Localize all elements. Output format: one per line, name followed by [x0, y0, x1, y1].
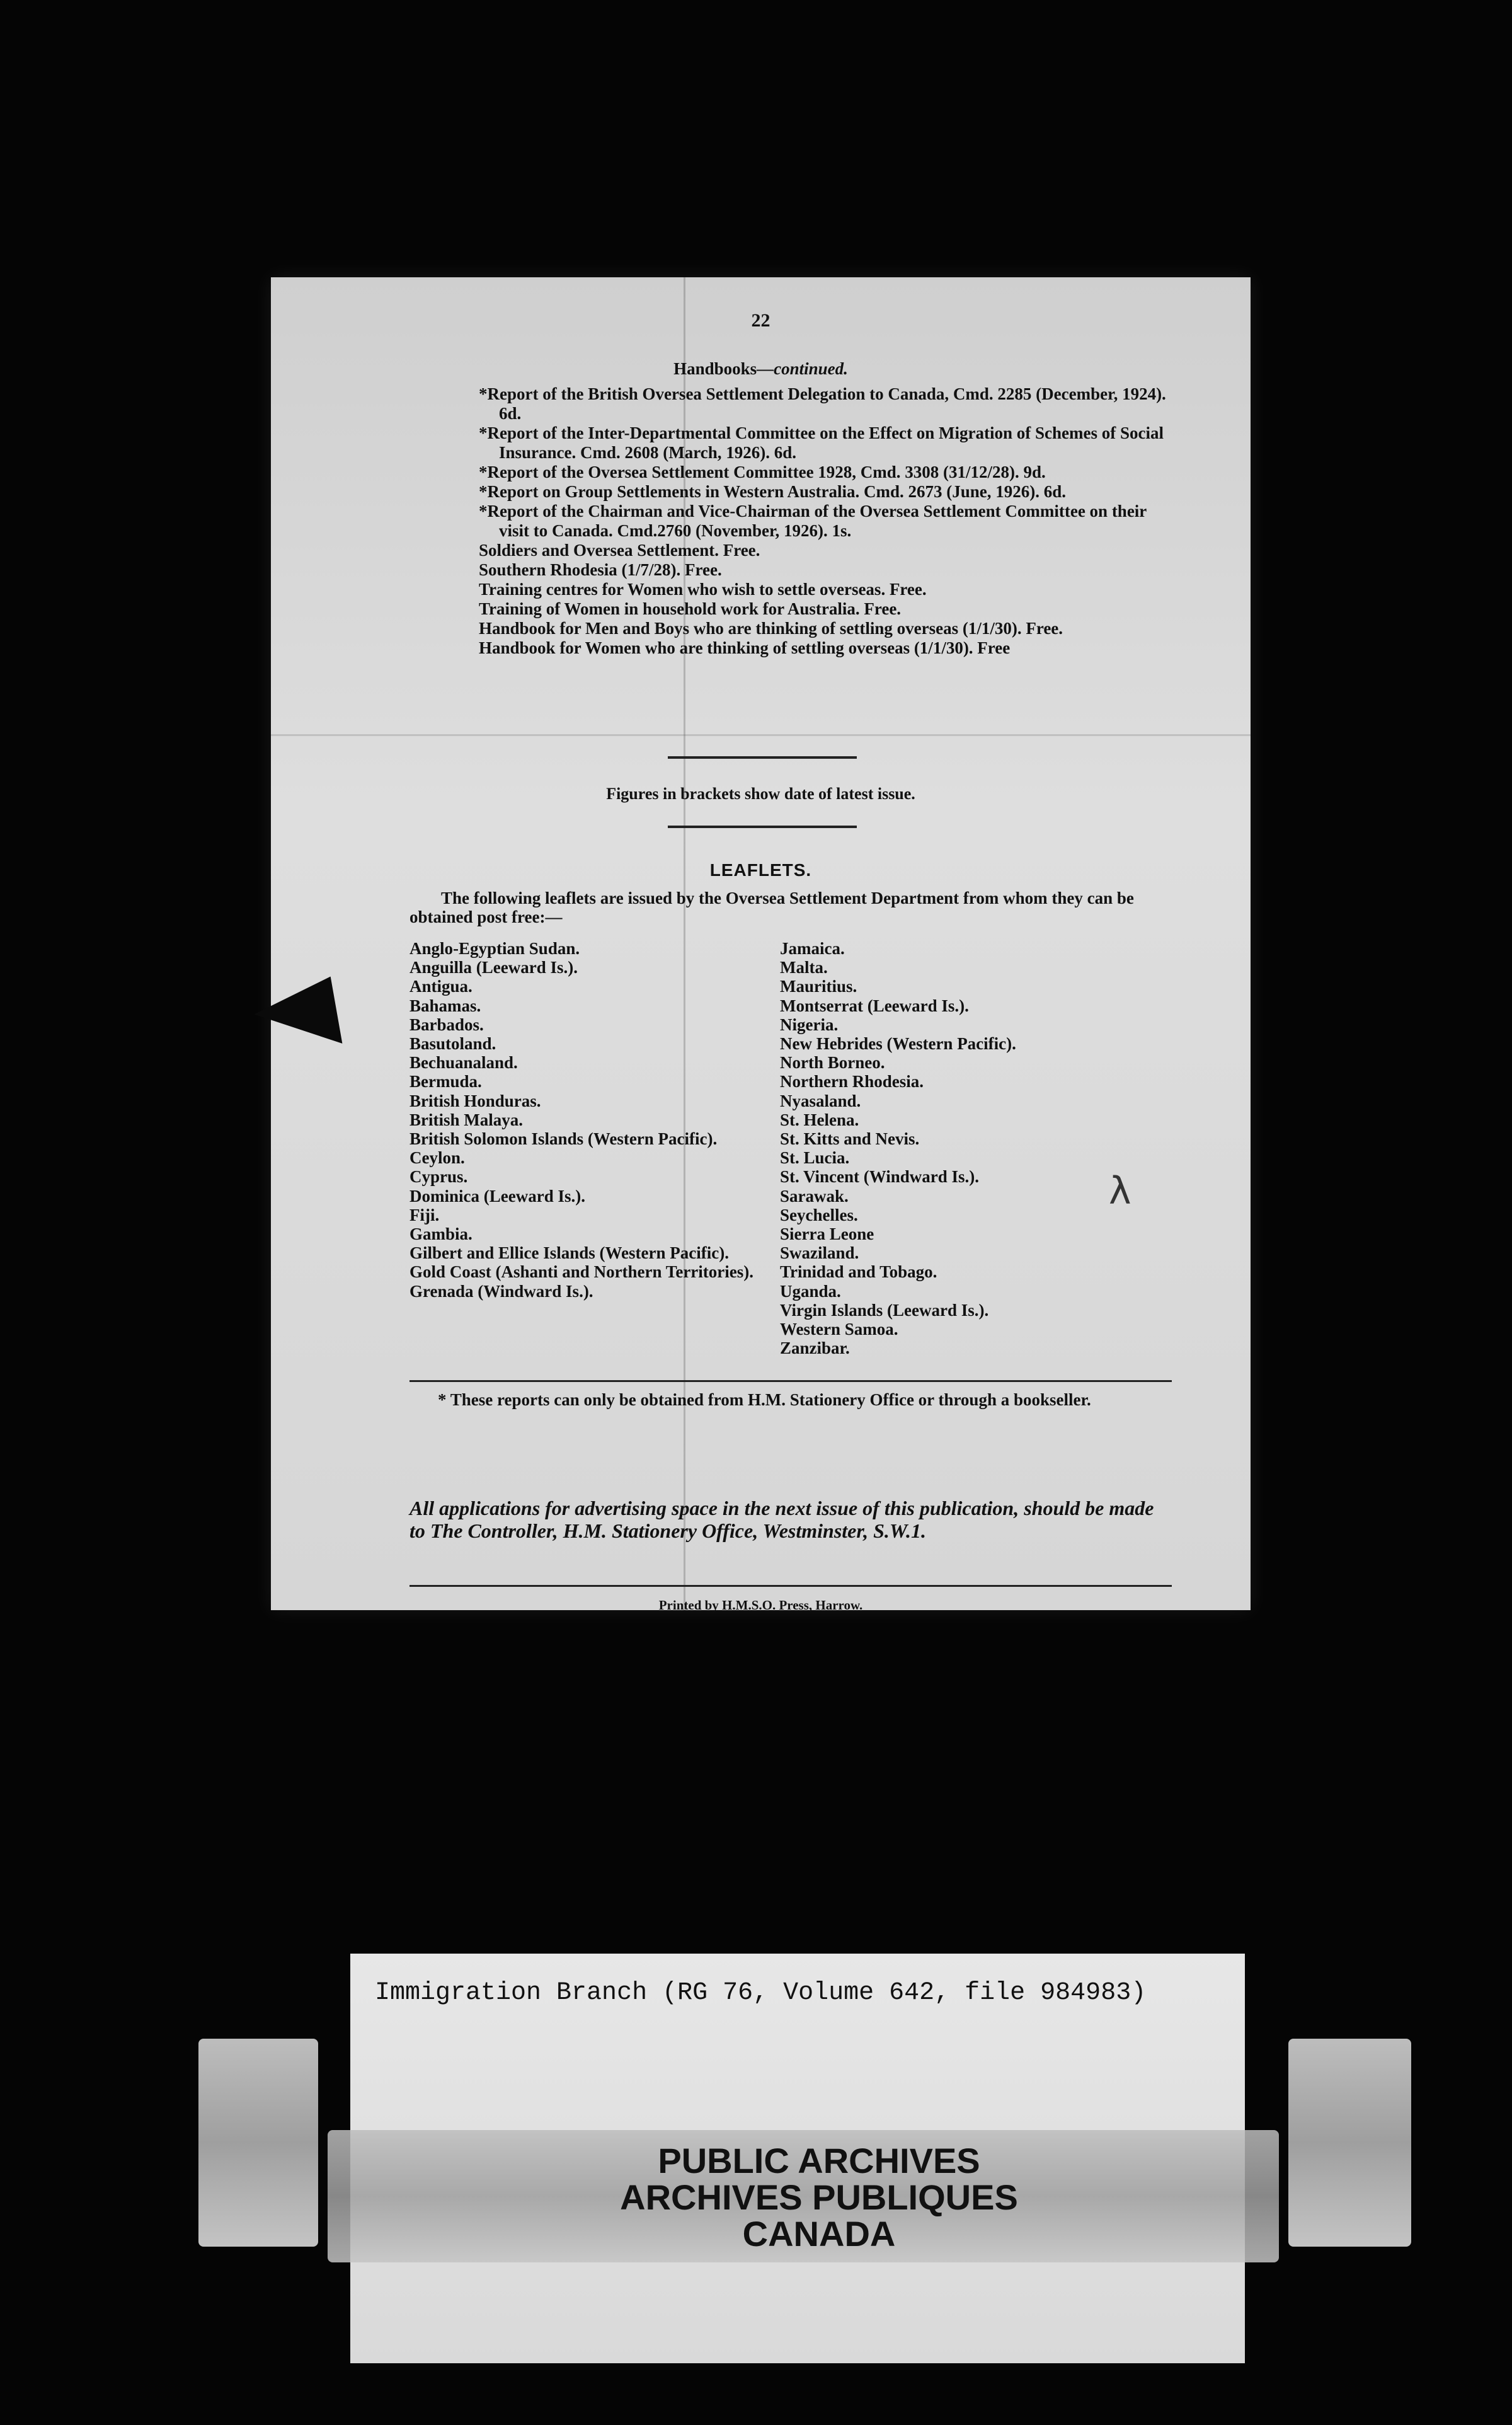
leaflets-heading: LEAFLETS. [709, 860, 812, 880]
leaflet-item: Malta. [780, 958, 828, 977]
tape-left [198, 2039, 318, 2247]
stamp-line-1: PUBLIC ARCHIVES [658, 2141, 980, 2180]
leaflet-item: Bermuda. [410, 1072, 482, 1092]
leaflet-item: Uganda. [780, 1281, 841, 1301]
leaflet-item: Anglo-Egyptian Sudan. [410, 939, 580, 958]
leaflet-item: Grenada (Windward Is.). [410, 1281, 593, 1301]
leaflet-item: Trinidad and Tobago. [780, 1262, 937, 1282]
leaflet-item: Virgin Islands (Leeward Is.). [780, 1300, 989, 1320]
handbook-item: Handbook for Women who are thinking of settling overseas (1/1/30). Free [479, 638, 1011, 657]
footnote: * These reports can only be obtained from H.M. Stationery Office or through a bookseller. [438, 1390, 1091, 1409]
leaflet-item: Basutoland. [410, 1034, 496, 1054]
tape-right [1288, 2039, 1411, 2247]
leaflet-item: Nigeria. [780, 1015, 839, 1034]
leaflet-item: Nyasaland. [780, 1091, 861, 1110]
stamp-line-3: CANADA [742, 2214, 896, 2254]
leaflet-item: Barbados. [410, 1015, 484, 1034]
divider-rule [410, 1585, 1172, 1587]
document-page [271, 277, 1251, 1613]
advertising-notice: All applications for advertising space in the next issue of this publication, should be made to The Controller, H.M. Stationery Office, Westminster, S.W.1. [410, 1497, 1154, 1542]
leaflet-item: Fiji. [410, 1205, 440, 1224]
brackets-note: Figures in brackets show date of latest issue. [606, 785, 915, 803]
leaflet-item: Sarawak. [780, 1186, 849, 1206]
leaflet-item: Zanzibar. [780, 1339, 850, 1358]
archives-stamp [598, 2143, 1040, 2252]
leaflet-item: Mauritius. [780, 977, 857, 996]
leaflet-item: North Borneo. [780, 1053, 885, 1073]
leaflet-item: Antigua. [410, 977, 472, 996]
handbook-item: *Report of the British Oversea Settlement Delegation to Canada, Cmd. 2285 (December, 1924). 6d. [479, 384, 1166, 423]
leaflets-right-column [780, 939, 1171, 1357]
leaflet-item: Dominica (Leeward Is.). [410, 1186, 585, 1206]
handbook-list [479, 384, 1169, 658]
page-number: 22 [751, 310, 770, 331]
leaflet-item: British Honduras. [410, 1091, 541, 1110]
divider-rule [668, 756, 857, 759]
handbooks-heading [271, 359, 1251, 379]
leaflet-item: Montserrat (Leeward Is.). [780, 996, 969, 1015]
printer-imprint: Printed by H.M.S.O. Press, Harrow. [658, 1598, 863, 1613]
stamp-line-2: ARCHIVES PUBLIQUES [620, 2177, 1018, 2217]
leaflet-item: British Solomon Islands (Western Pacific). [410, 1129, 718, 1149]
divider-rule [410, 1380, 1172, 1382]
handbook-item: *Report of the Oversea Settlement Committee 1928, Cmd. 3308 (31/12/28). 9d. [479, 463, 1046, 481]
leaflet-item: St. Helena. [780, 1110, 859, 1129]
leaflets-intro: The following leaflets are issued by the Oversea Settlement Department from whom they can be obtained post free:— [410, 889, 1134, 926]
leaflet-item: Gold Coast (Ashanti and Northern Territories). [410, 1262, 753, 1282]
handbook-item: Soldiers and Oversea Settlement. Free. [479, 541, 760, 560]
handbooks-heading-suffix: —continued. [757, 359, 848, 378]
leaflet-item: New Hebrides (Western Pacific). [780, 1034, 1016, 1054]
leaflet-item: British Malaya. [410, 1110, 523, 1129]
handwritten-margin-mark: λ [1109, 1169, 1131, 1213]
divider-rule [668, 826, 857, 828]
leaflet-item: Seychelles. [780, 1205, 858, 1224]
handbook-item: *Report of the Chairman and Vice-Chairman of the Oversea Settlement Committee on their visit to Canada. Cmd.2760 (November, 1926). 1s. [479, 502, 1147, 540]
leaflet-item: Bechuanaland. [410, 1053, 518, 1073]
leaflet-item: Cyprus. [410, 1167, 468, 1187]
handbook-item: Southern Rhodesia (1/7/28). Free. [479, 560, 722, 579]
leaflet-item: St. Lucia. [780, 1148, 850, 1168]
leaflet-item: Gambia. [410, 1224, 472, 1244]
handbook-item: Training of Women in household work for Australia. Free. [479, 599, 902, 618]
pointer-shadow [250, 977, 343, 1058]
handbooks-heading-text: Handbooks [673, 359, 757, 378]
leaflet-item: Sierra Leone [780, 1224, 874, 1244]
leaflet-item: Western Samoa. [780, 1320, 898, 1339]
leaflet-item: Jamaica. [780, 939, 845, 958]
leaflet-item: Gilbert and Ellice Islands (Western Pacific). [410, 1243, 729, 1263]
handbook-item: *Report of the Inter-Departmental Committee on the Effect on Migration of Schemes of Social Insurance. Cmd. 2608 (March, 1926). 6d. [479, 423, 1164, 462]
leaflet-item: Ceylon. [410, 1148, 465, 1168]
handbook-item: Training centres for Women who wish to settle overseas. Free. [479, 580, 927, 599]
horizontal-fold-line [271, 734, 1251, 736]
leaflet-item: St. Kitts and Nevis. [780, 1129, 920, 1149]
leaflet-item: St. Vincent (Windward Is.). [780, 1167, 980, 1187]
leaflets-left-column [410, 939, 762, 1301]
leaflet-item: Anguilla (Leeward Is.). [410, 958, 578, 977]
handbook-item: Handbook for Men and Boys who are thinking of settling overseas (1/1/30). Free. [479, 619, 1063, 638]
handbook-item: *Report on Group Settlements in Western Australia. Cmd. 2673 (June, 1926). 6d. [479, 482, 1067, 501]
leaflet-item: Northern Rhodesia. [780, 1072, 924, 1092]
leaflet-item: Bahamas. [410, 996, 481, 1015]
leaflet-item: Swaziland. [780, 1243, 859, 1263]
archive-reference: Immigration Branch (RG 76, Volume 642, file 984983) [375, 1979, 1147, 2007]
